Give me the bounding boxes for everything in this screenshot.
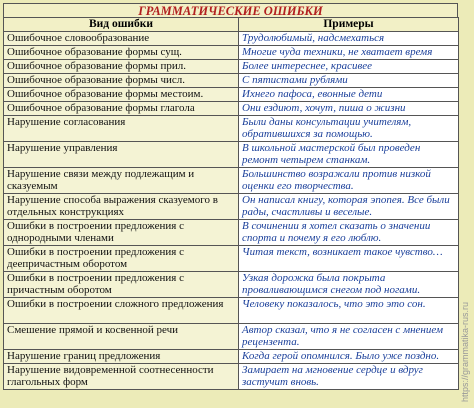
error-type-cell: Нарушение связи между подлежащим и сказуемым — [4, 168, 239, 194]
table-row — [4, 324, 459, 350]
table-row — [4, 272, 459, 298]
header-row — [4, 18, 459, 32]
example-cell: Более интереснее, красивее — [239, 60, 459, 74]
example-cell: В сочинении я хотел сказать о значении спорта и почему я его люблю. — [239, 220, 459, 246]
table-row — [4, 168, 459, 194]
table-row — [4, 74, 459, 88]
example-cell: Когда герой опомнился. Было уже поздно. — [239, 350, 459, 364]
grammar-errors-table-wrapper — [3, 3, 458, 405]
example-cell: Автор сказал, что я не согласен с мнением рецензента. — [239, 324, 459, 350]
example-cell: Они ездиют, хочут, пиша о жизни — [239, 102, 459, 116]
table-row — [4, 88, 459, 102]
example-cell: Он написал книгу, которая эпопея. Все были рады, счастливы и веселые. — [239, 194, 459, 220]
table-row — [4, 220, 459, 246]
error-type-cell: Нарушение способа выражения сказуемого в отдельных конструкциях — [4, 194, 239, 220]
table-row — [4, 194, 459, 220]
table-row — [4, 116, 459, 142]
error-type-cell: Ошибочное образование формы местоим. — [4, 88, 239, 102]
example-cell: В школьной мастерской был проведен ремонт четырем станкам. — [239, 142, 459, 168]
error-type-cell: Ошибки в построении предложения с причастным оборотом — [4, 272, 239, 298]
column-header-examples: Примеры — [239, 18, 459, 32]
table-row — [4, 142, 459, 168]
column-header-type: Вид ошибки — [4, 18, 239, 32]
grammar-errors-table — [3, 17, 459, 390]
example-cell: Узкая дорожка была покрыта проваливающимся снегом под ногами. — [239, 272, 459, 298]
error-type-cell: Нарушение согласования — [4, 116, 239, 142]
example-cell: Трудолюбимый, надсмехаться — [239, 32, 459, 46]
error-type-cell: Ошибочное словообразование — [4, 32, 239, 46]
example-cell: Были даны консультации учителям, обратившихся за помощью. — [239, 116, 459, 142]
error-type-cell: Ошибки в построении предложения с однородными членами — [4, 220, 239, 246]
error-type-cell: Ошибки в построении сложного предложения — [4, 298, 239, 324]
example-cell: Многие чуда техники, не хватает время — [239, 46, 459, 60]
table-row — [4, 60, 459, 74]
table-row — [4, 350, 459, 364]
error-type-cell: Нарушение управления — [4, 142, 239, 168]
table-row — [4, 298, 459, 324]
error-type-cell: Ошибочное образование формы числ. — [4, 74, 239, 88]
example-cell: Ихнего пафоса, евонные дети — [239, 88, 459, 102]
example-cell: Замирает на мгновение сердце и вдруг застучит вновь. — [239, 364, 459, 390]
table-row — [4, 246, 459, 272]
error-type-cell: Нарушение границ предложения — [4, 350, 239, 364]
table-row — [4, 364, 459, 390]
table-row — [4, 102, 459, 116]
example-cell: Читая текст, возникает такое чувство… — [239, 246, 459, 272]
error-type-cell: Ошибочное образование формы прил. — [4, 60, 239, 74]
error-type-cell: Ошибочное образование формы сущ. — [4, 46, 239, 60]
error-type-cell: Ошибки в построении предложения с деепричастным оборотом — [4, 246, 239, 272]
example-cell: Большинство возражали против низкой оценки его творчества. — [239, 168, 459, 194]
table-row — [4, 46, 459, 60]
error-type-cell: Нарушение видовременной соотнесенности глагольных форм — [4, 364, 239, 390]
error-type-cell: Ошибочное образование формы глагола — [4, 102, 239, 116]
table-title: ГРАММАТИЧЕСКИЕ ОШИБКИ — [3, 3, 458, 17]
source-watermark: https://grammatika-rus.ru — [460, 301, 470, 402]
table-row — [4, 32, 459, 46]
example-cell: С пятистами рублями — [239, 74, 459, 88]
example-cell: Человеку показалось, что это это сон. — [239, 298, 459, 324]
error-type-cell: Смешение прямой и косвенной речи — [4, 324, 239, 350]
